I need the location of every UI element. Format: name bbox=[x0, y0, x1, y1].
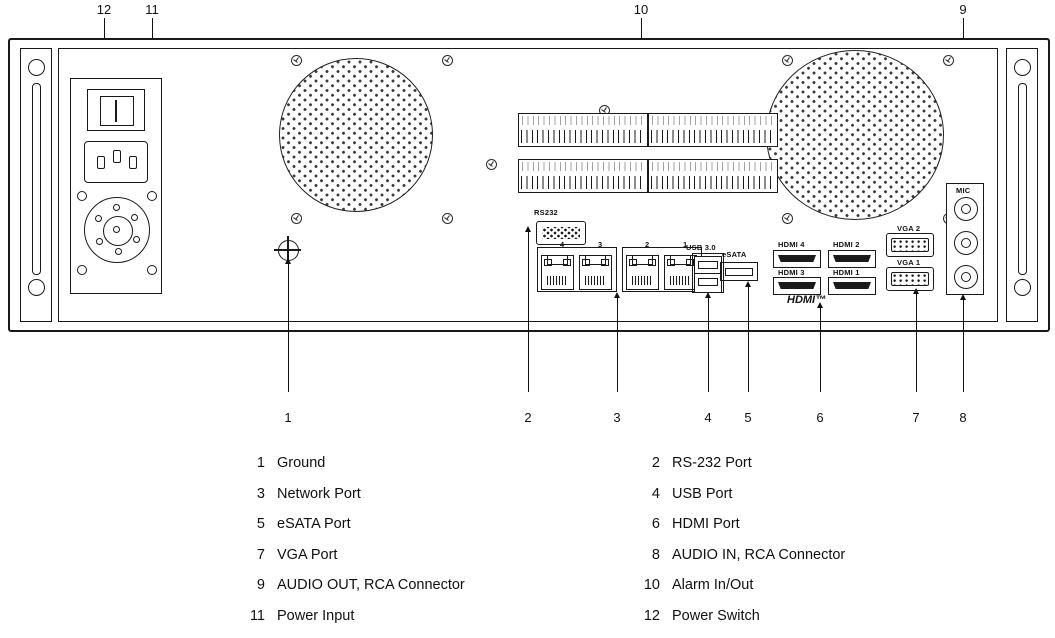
legend-label: VGA Port bbox=[277, 546, 338, 563]
callout-arrow-8 bbox=[960, 294, 966, 300]
legend-item-7 bbox=[235, 547, 630, 563]
legend-item-8 bbox=[630, 547, 1025, 563]
usb-label: USB 3.0 bbox=[686, 243, 716, 252]
callout-number-12: 12 bbox=[96, 2, 112, 17]
hdmi2-label: HDMI 2 bbox=[833, 240, 860, 249]
panel-screw-icon bbox=[442, 213, 453, 224]
callout-number-4: 4 bbox=[704, 410, 712, 425]
audio-rca-connector-3[interactable] bbox=[954, 265, 978, 289]
fan-screw-icon bbox=[77, 191, 87, 201]
legend-label: AUDIO IN, RCA Connector bbox=[672, 546, 846, 563]
legend-label: Alarm In/Out bbox=[672, 577, 754, 593]
callout-number-5: 5 bbox=[744, 410, 752, 425]
legend-number: 1 bbox=[256, 455, 265, 471]
audio-out-rca-connector[interactable] bbox=[954, 231, 978, 255]
legend-number: 10 bbox=[643, 577, 660, 593]
callout-line-7 bbox=[916, 292, 917, 392]
esata-label: eSATA bbox=[722, 250, 747, 259]
network-port-label-3: 3 bbox=[598, 240, 603, 249]
power-module bbox=[70, 78, 162, 294]
panel-screw-icon bbox=[442, 55, 453, 66]
panel-screw-icon bbox=[782, 55, 793, 66]
callout-line-4 bbox=[708, 296, 709, 392]
callout-line-1 bbox=[288, 262, 289, 392]
legend-label: Power Input bbox=[277, 607, 355, 624]
callout-number-8: 8 bbox=[959, 410, 967, 425]
panel-screw-icon bbox=[291, 213, 302, 224]
legend-item-10 bbox=[630, 577, 1025, 593]
callout-number-2: 2 bbox=[524, 410, 532, 425]
rs232-label: RS232 bbox=[534, 208, 558, 217]
legend-label: Power Switch bbox=[672, 607, 760, 624]
panel-screw-icon bbox=[943, 55, 954, 66]
rack-slot bbox=[1018, 83, 1027, 275]
rack-ear-right bbox=[1006, 48, 1038, 322]
callout-line-3 bbox=[617, 296, 618, 392]
legend-number: 11 bbox=[249, 607, 265, 624]
audio-in-rca-connector[interactable] bbox=[954, 197, 978, 221]
legend-item-2 bbox=[630, 455, 1025, 471]
legend-label: Ground bbox=[277, 455, 326, 471]
legend-label: Network Port bbox=[277, 485, 361, 502]
esata-port[interactable] bbox=[720, 262, 758, 281]
legend-item-6 bbox=[630, 516, 1025, 532]
fan-screw-icon bbox=[147, 191, 157, 201]
network-port[interactable] bbox=[626, 255, 659, 290]
rack-ear-left bbox=[20, 48, 52, 322]
callout-arrow-6 bbox=[817, 302, 823, 308]
callout-number-10: 10 bbox=[633, 2, 649, 17]
network-port[interactable] bbox=[541, 255, 574, 290]
rack-hole-icon bbox=[1014, 279, 1031, 296]
callout-number-9: 9 bbox=[959, 2, 967, 17]
callout-number-1: 1 bbox=[284, 410, 292, 425]
legend-number: 9 bbox=[256, 577, 265, 593]
rack-hole-icon bbox=[1014, 59, 1031, 76]
callout-arrow-2 bbox=[525, 226, 531, 232]
usb-port[interactable] bbox=[694, 273, 722, 293]
callout-number-3: 3 bbox=[613, 410, 621, 425]
callout-arrow-4 bbox=[705, 292, 711, 298]
network-port-label-2: 2 bbox=[645, 240, 650, 249]
network-port[interactable] bbox=[579, 255, 612, 290]
legend-number: 5 bbox=[256, 516, 265, 532]
callout-number-6: 6 bbox=[816, 410, 824, 425]
legend-number: 7 bbox=[256, 546, 265, 563]
legend-row bbox=[235, 547, 1025, 563]
hdmi4-label: HDMI 4 bbox=[778, 240, 805, 249]
legend-row bbox=[235, 608, 1025, 624]
alarm-terminal-block[interactable] bbox=[648, 159, 778, 193]
audio-rca-block bbox=[946, 183, 984, 295]
callout-arrow-5 bbox=[745, 281, 751, 287]
legend-item-1 bbox=[235, 455, 630, 471]
hdmi-port-1[interactable] bbox=[828, 277, 876, 295]
callout-arrow-7 bbox=[913, 288, 919, 294]
mic-label: MIC bbox=[956, 186, 971, 195]
legend-row bbox=[235, 577, 1025, 593]
callout-number-7: 7 bbox=[912, 410, 920, 425]
network-port-label-1: 1 bbox=[683, 240, 688, 249]
vga-port-2[interactable] bbox=[886, 233, 934, 257]
legend-row bbox=[235, 455, 1025, 471]
legend-item-3 bbox=[235, 486, 630, 502]
legend-label: eSATA Port bbox=[277, 516, 351, 532]
hdmi3-label: HDMI 3 bbox=[778, 268, 805, 277]
hdmi1-label: HDMI 1 bbox=[833, 268, 860, 277]
legend-item-4 bbox=[630, 486, 1025, 502]
legend-label: USB Port bbox=[672, 485, 733, 502]
legend-item-11 bbox=[235, 608, 630, 624]
vga2-label: VGA 2 bbox=[897, 224, 921, 233]
vga1-label: VGA 1 bbox=[897, 258, 921, 267]
panel-screw-icon bbox=[782, 213, 793, 224]
callout-arrow-1 bbox=[285, 258, 291, 264]
hdmi-port-4[interactable] bbox=[773, 250, 821, 268]
rack-hole-icon bbox=[28, 279, 45, 296]
callout-number-11: 11 bbox=[145, 2, 159, 17]
fan-screw-icon bbox=[77, 265, 87, 275]
legend-number: 12 bbox=[643, 607, 660, 624]
hdmi-port-2[interactable] bbox=[828, 250, 876, 268]
rack-hole-icon bbox=[28, 59, 45, 76]
legend-number: 6 bbox=[651, 516, 660, 532]
legend-label: HDMI Port bbox=[672, 516, 740, 532]
vga-port-1[interactable] bbox=[886, 267, 934, 291]
alarm-terminal-block[interactable] bbox=[518, 113, 648, 147]
legend-item-5 bbox=[235, 516, 630, 532]
hdmi-port-3[interactable] bbox=[773, 277, 821, 295]
fan-screw-icon bbox=[147, 265, 157, 275]
alarm-terminal-block[interactable] bbox=[648, 113, 778, 147]
rack-slot bbox=[32, 83, 41, 275]
ventilation-grille-left bbox=[279, 58, 433, 212]
network-port-label-4: 4 bbox=[560, 240, 565, 249]
legend-number: 4 bbox=[651, 485, 660, 502]
legend bbox=[235, 455, 1025, 638]
legend-row bbox=[235, 486, 1025, 502]
callout-line-5 bbox=[748, 285, 749, 392]
alarm-terminal-block[interactable] bbox=[518, 159, 648, 193]
legend-label: AUDIO OUT, RCA Connector bbox=[277, 577, 465, 593]
legend-item-9 bbox=[235, 577, 630, 593]
legend-number: 8 bbox=[651, 546, 660, 563]
panel-screw-icon bbox=[291, 55, 302, 66]
callout-line-2 bbox=[528, 230, 529, 392]
legend-item-12 bbox=[630, 608, 1025, 624]
callout-arrow-3 bbox=[614, 292, 620, 298]
legend-number: 2 bbox=[651, 455, 660, 471]
power-switch[interactable] bbox=[87, 89, 145, 131]
ground-terminal-cross2 bbox=[274, 249, 301, 251]
legend-number: 3 bbox=[256, 485, 265, 502]
psu-fan-icon bbox=[84, 197, 150, 263]
ventilation-grille-right bbox=[766, 50, 944, 220]
callout-line-6 bbox=[820, 306, 821, 392]
power-input[interactable] bbox=[84, 141, 148, 183]
legend-label: RS-232 Port bbox=[672, 455, 752, 471]
callout-line-8 bbox=[963, 298, 964, 392]
panel-screw-icon bbox=[486, 159, 497, 170]
legend-row bbox=[235, 516, 1025, 532]
hdmi-brand-label: HDMI™ bbox=[787, 294, 827, 306]
